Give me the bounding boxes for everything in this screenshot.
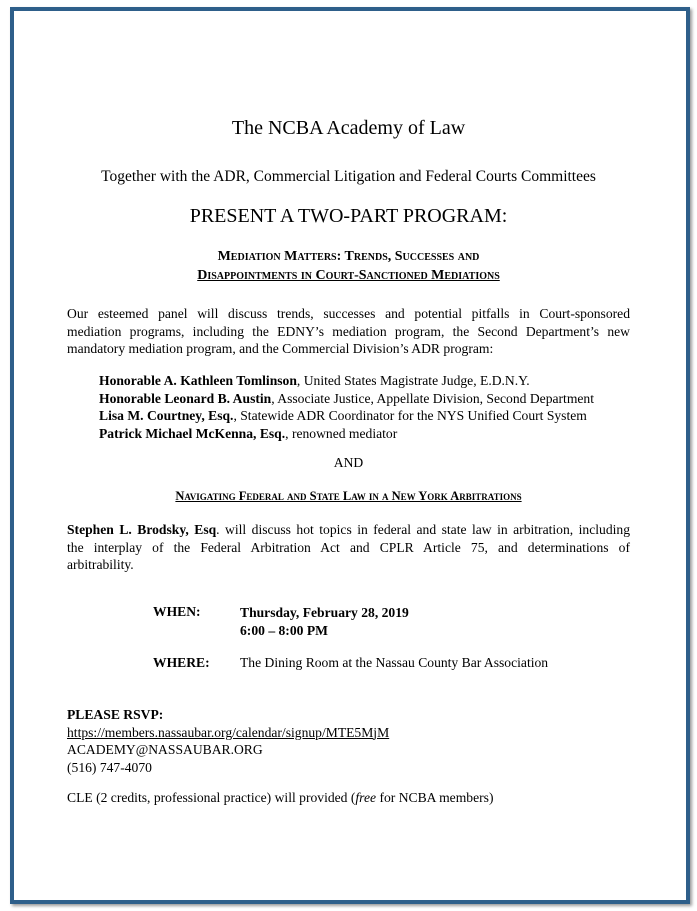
panelist-role: , Statewide ADR Coordinator for the NYS Unified Court System — [233, 408, 587, 423]
rsvp-section — [67, 706, 389, 776]
part2-heading: Navigating Federal and State Law in a New York Arbitrations — [175, 489, 522, 503]
rsvp-email: ACADEMY@NASSAUBAR.ORG — [67, 742, 263, 757]
panelist-name: Lisa M. Courtney, Esq. — [99, 408, 234, 423]
where-value: The Dining Room at the Nassau County Bar Association — [240, 655, 549, 670]
description-line — [67, 521, 630, 539]
panelist-name: Honorable A. Kathleen Tomlinson — [99, 373, 297, 388]
and-separator: AND — [333, 455, 364, 470]
description-line: mediation programs, including the EDNY’s mediation program, the Second Department’s new — [67, 323, 630, 339]
panelist-role: , Associate Justice, Appellate Division, Second Department — [271, 390, 595, 406]
description-line: mandatory mediation program, and the Commercial Division’s ADR program: — [67, 341, 494, 356]
speaker-name: Stephen L. Brodsky, Esq — [67, 522, 217, 537]
panelist — [99, 407, 594, 425]
description-line: the interplay of the Federal Arbitration Act and CPLR Article 75, and determinations of — [67, 539, 630, 555]
panelist-name: Honorable Leonard B. Austin — [99, 390, 272, 406]
page-title: The NCBA Academy of Law — [231, 117, 466, 139]
panelist-name: Patrick Michael McKenna, Esq. — [99, 425, 286, 441]
rsvp-phone: (516) 747-4070 — [67, 759, 152, 775]
description-line: Our esteemed panel will discuss trends, successes and potential pitfalls in Court-sponsored — [67, 306, 630, 321]
when-value — [240, 604, 409, 639]
part1-heading-line2: Disappointments in Court-Sanctioned Mediations — [197, 268, 500, 283]
part1-heading-line1: Mediation Matters: Trends, Successes and — [217, 249, 480, 264]
panelist-role: , United States Magistrate Judge, E.D.N.Y. — [296, 373, 530, 388]
description-line: arbitrability. — [67, 557, 134, 572]
panelist — [99, 390, 594, 408]
committees-line: Together with the ADR, Commercial Litigation and Federal Courts Committees — [101, 168, 596, 185]
when-label: WHEN: — [153, 604, 201, 619]
panelist-list — [99, 372, 594, 442]
panelist — [99, 372, 594, 390]
part2-description — [67, 521, 630, 574]
part1-description — [67, 305, 630, 358]
event-date: Thursday, February 28, 2019 — [240, 605, 409, 620]
panelist — [99, 425, 594, 443]
program-heading: PRESENT A TWO-PART PROGRAM: — [189, 205, 508, 227]
event-time: 6:00 – 8:00 PM — [240, 622, 328, 638]
description-text: . will discuss hot topics in federal and state law in arbitration, including — [216, 522, 630, 537]
rsvp-label: PLEASE RSVP: — [67, 707, 164, 722]
where-label: WHERE: — [153, 655, 210, 670]
cle-free: free — [355, 790, 377, 805]
cle-note: CLE (2 credits, professional practice) will provided (free for NCBA members) — [67, 790, 494, 805]
rsvp-link[interactable]: https://members.nassaubar.org/calendar/signup/MTE5MjM — [67, 724, 390, 740]
panelist-role: , renowned mediator — [285, 425, 398, 441]
